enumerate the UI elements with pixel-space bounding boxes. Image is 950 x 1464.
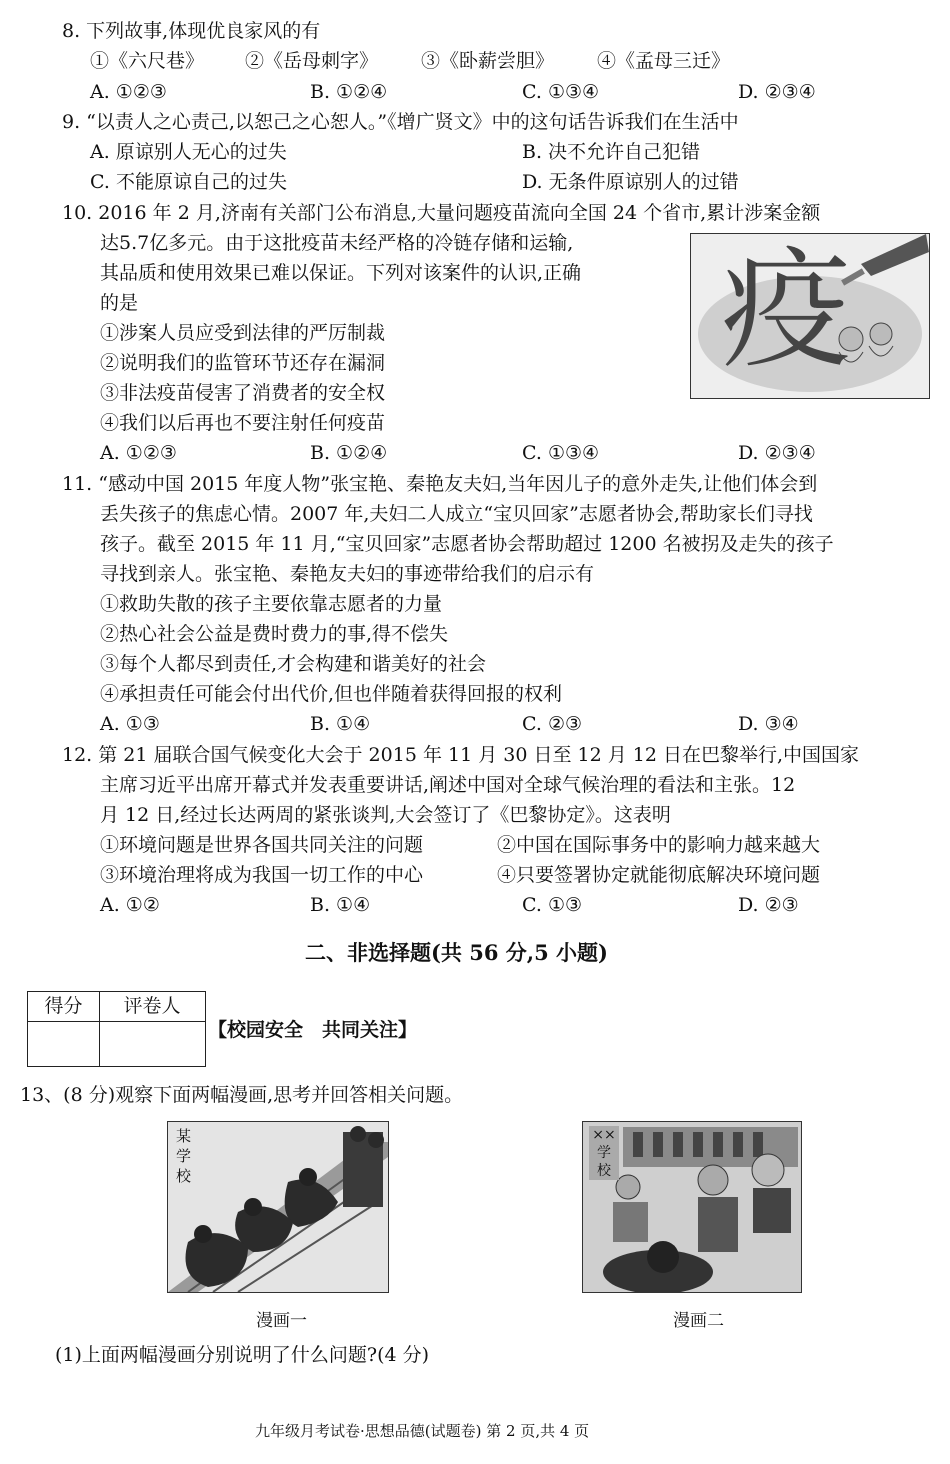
q12-option-d: D. ②③ <box>738 894 799 916</box>
q9-stem: 9. “以责人之心责己,以恕己之心恕人。”《增广贤文》中的这句话告诉我们在生活中 <box>62 111 739 133</box>
comic-one-drawing <box>168 1122 388 1292</box>
q11-option-a: A. ①③ <box>100 713 160 735</box>
q11-statement-3: ③每个人都尽到责任,才会构建和谐美好的社会 <box>100 653 487 675</box>
comic-one <box>167 1121 389 1293</box>
score-field[interactable] <box>28 1022 99 1066</box>
comic-two-school-sign <box>589 1126 619 1180</box>
q11-line-4: 寻找到亲人。张宝艳、秦艳友夫妇的事迹带给我们的启示有 <box>100 563 595 585</box>
q11-option-d: D. ③④ <box>738 713 799 735</box>
q13-sub-question-1: (1)上面两幅漫画分别说明了什么问题?(4 分) <box>55 1344 430 1366</box>
section-2-title: 二、非选择题(共 56 分,5 小题) <box>305 940 608 965</box>
comic-one-sign-char-2: 学 <box>176 1147 192 1165</box>
q8-story-2: ②《岳母刺字》 <box>245 50 379 72</box>
comic-two-caption: 漫画二 <box>673 1311 724 1331</box>
q8-option-d: D. ②③④ <box>738 81 816 103</box>
q10-line-4: 的是 <box>100 292 139 314</box>
q10-line-2: 达5.7亿多元。由于这批疫苗未经严格的冷链存储和运输, <box>100 232 574 254</box>
comic-one-sign-char-1: 某 <box>176 1127 192 1145</box>
q10-statement-3: ③非法疫苗侵害了消费者的安全权 <box>100 382 386 404</box>
q11-statement-2: ②热心社会公益是费时费力的事,得不偿失 <box>100 623 449 645</box>
q8-option-b: B. ①②④ <box>310 81 388 103</box>
comic-one-sign-char-3: 校 <box>176 1167 192 1185</box>
page-footer: 九年级月考试卷·思想品德(试题卷) 第 2 页,共 4 页 <box>255 1422 590 1440</box>
q8-story-3: ③《卧薪尝胆》 <box>421 50 555 72</box>
q12-option-c: C. ①③ <box>522 894 583 916</box>
q11-line-1: 11. “感动中国 2015 年度人物”张宝艳、秦艳友夫妇,当年因儿子的意外走失,让他们体会到 <box>62 473 818 495</box>
q12-statement-2: ②中国在国际事务中的影响力越来越大 <box>497 834 821 856</box>
q12-statement-1: ①环境问题是世界各国共同关注的问题 <box>100 834 424 856</box>
q10-option-c: C. ①③④ <box>522 442 600 464</box>
q12-option-b: B. ①④ <box>310 894 371 916</box>
grader-label: 评卷人 <box>123 995 181 1017</box>
q13-stem: 13、(8 分)观察下面两幅漫画,思考并回答相关问题。 <box>20 1084 464 1106</box>
q11-line-3: 孩子。截至 2015 年 11 月,“宝贝回家”志愿者协会帮助超过 1200 名被拐及走失的孩子 <box>100 533 834 555</box>
q12-line-1: 12. 第 21 届联合国气候变化大会于 2015 年 11 月 30 日至 12 月 12 日在巴黎举行,中国国家 <box>62 744 860 766</box>
section-topic: 【校园安全 共同关注】 <box>208 1019 418 1041</box>
q10-line-1: 10. 2016 年 2 月,济南有关部门公布消息,大量问题疫苗流向全国 24 个省市,累计涉案金额 <box>62 202 821 224</box>
q12-statement-4: ④只要签署协定就能彻底解决环境问题 <box>497 864 821 886</box>
vaccine-character: 疫 <box>721 234 852 386</box>
comic-two-sign-char-3: 校 <box>597 1163 611 1179</box>
score-label: 得分 <box>44 995 83 1017</box>
q12-option-a: A. ①② <box>100 894 160 916</box>
q11-option-c: C. ②③ <box>522 713 583 735</box>
vaccine-illustration <box>690 233 930 399</box>
q8-option-c: C. ①③④ <box>522 81 600 103</box>
q11-line-2: 丢失孩子的焦虑心情。2007 年,夫妇二人成立“宝贝回家”志愿者协会,帮助家长们寻找 <box>100 503 813 525</box>
comic-one-caption: 漫画一 <box>256 1311 307 1331</box>
q10-option-a: A. ①②③ <box>100 442 177 464</box>
grader-field[interactable] <box>99 1022 205 1066</box>
q8-story-4: ④《孟母三迁》 <box>597 50 731 72</box>
q9-option-c: C. 不能原谅自己的过失 <box>90 171 287 193</box>
comic-two <box>582 1121 802 1293</box>
q12-line-3: 月 12 日,经过长达两周的紧张谈判,大会签订了《巴黎协定》。这表明 <box>100 804 671 826</box>
q10-statement-4: ④我们以后再也不要注射任何疫苗 <box>100 412 386 434</box>
q10-option-d: D. ②③④ <box>738 442 816 464</box>
q10-statement-1: ①涉案人员应受到法律的严厉制裁 <box>100 322 386 344</box>
q9-option-a: A. 原谅别人无心的过失 <box>90 141 287 163</box>
q10-option-b: B. ①②④ <box>310 442 388 464</box>
q11-option-b: B. ①④ <box>310 713 371 735</box>
q11-statement-1: ①救助失散的孩子主要依靠志愿者的力量 <box>100 593 443 615</box>
comic-two-sign-char-2: 学 <box>597 1145 611 1161</box>
q8-option-a: A. ①②③ <box>90 81 167 103</box>
q11-statement-4: ④承担责任可能会付出代价,但也伴随着获得回报的权利 <box>100 683 563 705</box>
q8-stem: 8. 下列故事,体现优良家风的有 <box>62 20 321 42</box>
q12-statement-3: ③环境治理将成为我国一切工作的中心 <box>100 864 424 886</box>
q10-statement-2: ②说明我们的监管环节还存在漏洞 <box>100 352 386 374</box>
q10-line-3: 其品质和使用效果已难以保证。下列对该案件的认识,正确 <box>100 262 582 284</box>
q9-option-b: B. 决不允许自己犯错 <box>522 141 701 163</box>
q12-line-2: 主席习近平出席开幕式并发表重要讲话,阐述中国对全球气候治理的看法和主张。12 <box>100 774 796 796</box>
q8-story-1: ①《六尺巷》 <box>90 50 205 72</box>
score-table <box>27 991 206 1067</box>
q9-option-d: D. 无条件原谅别人的过错 <box>522 171 739 193</box>
comic-one-school-sign <box>176 1126 196 1186</box>
comic-two-sign-char-1: ×× <box>592 1127 616 1143</box>
